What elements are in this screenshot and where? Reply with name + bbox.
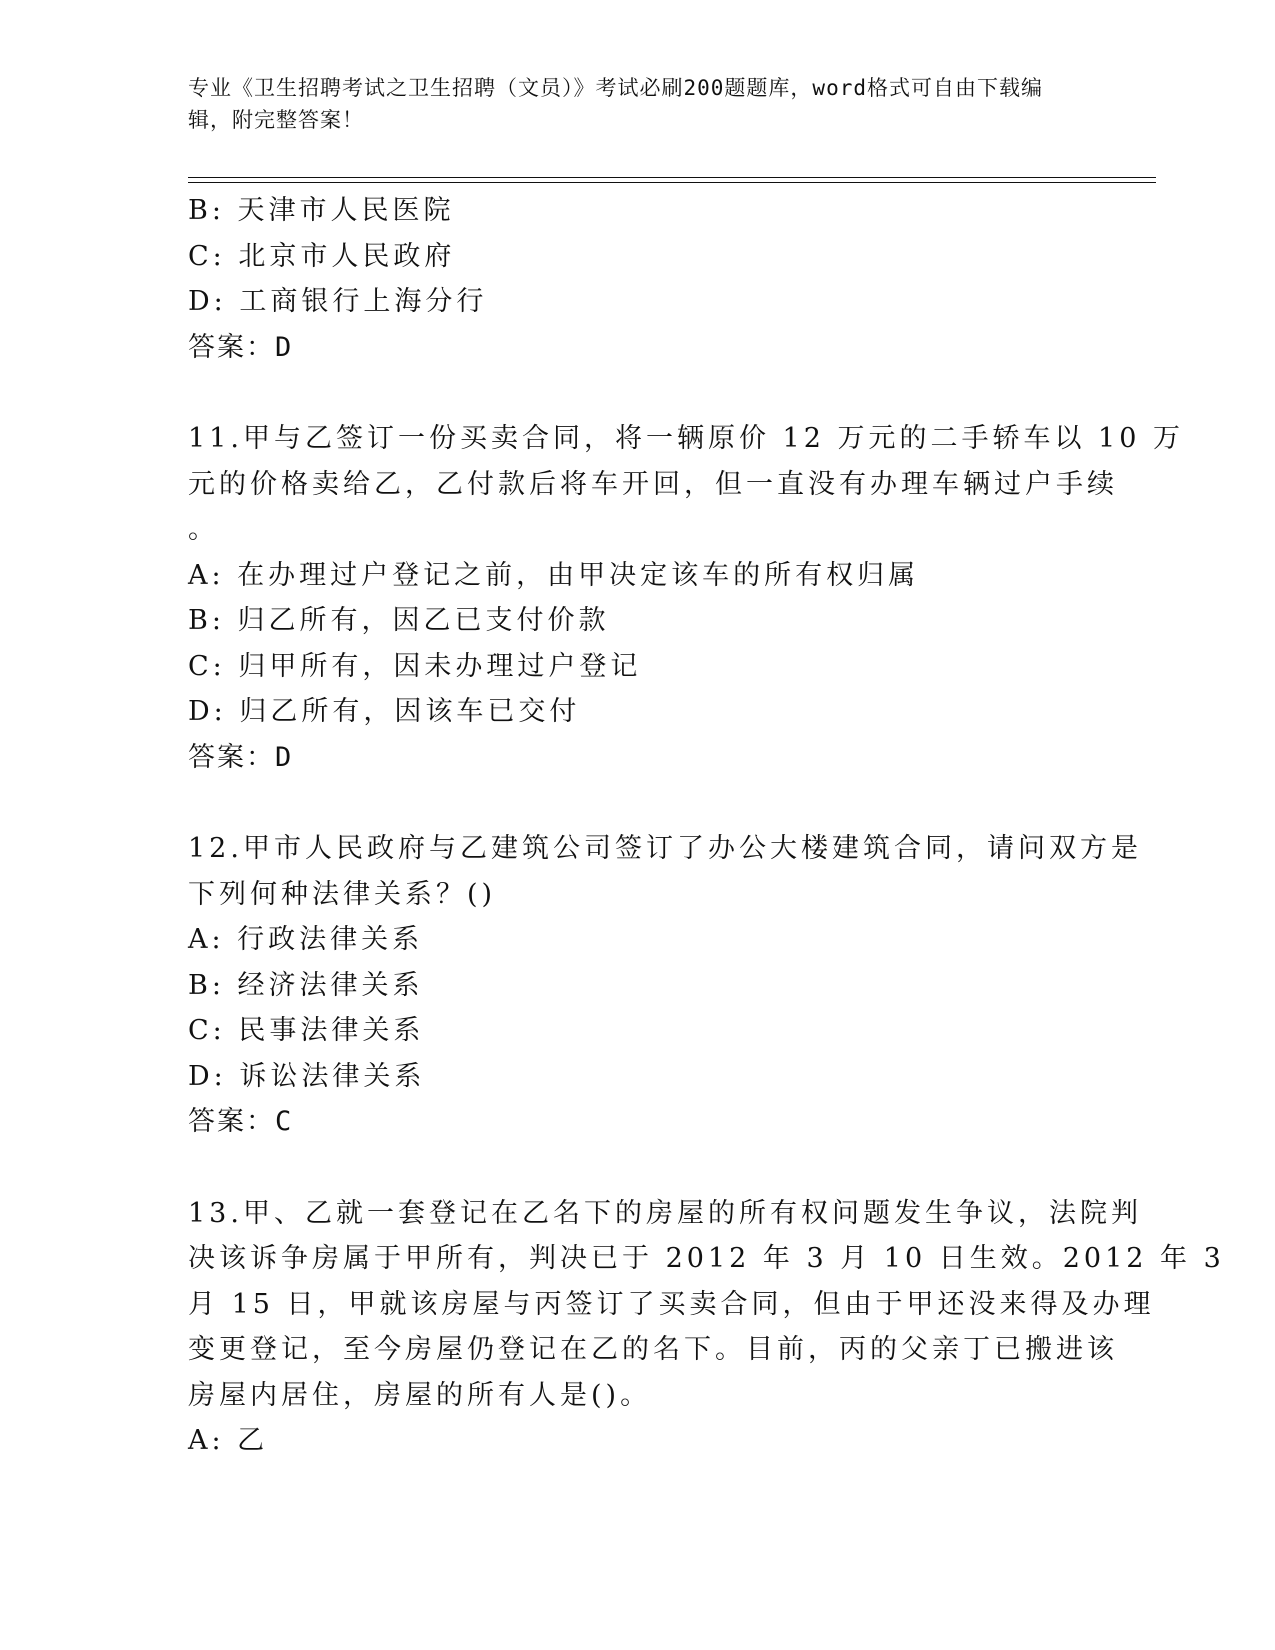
option-a: A: 在办理过户登记之前，由甲决定该车的所有权归属: [188, 559, 920, 591]
option-b: B: 归乙所有，因乙已支付价款: [188, 605, 610, 636]
option-c: C: 归甲所有，因未办理过户登记: [188, 650, 642, 682]
spacer: [188, 370, 1088, 416]
option-b: B: 天津市人民医院: [188, 195, 455, 226]
question-stem-line: 11.甲与乙签订一份买卖合同，将一辆原价 12 万元的二手轿车以 10 万: [188, 423, 1184, 454]
option-a: A: 行政法律关系: [188, 924, 424, 955]
question-stem-line: 变更登记，至今房屋仍登记在乙的名下。目前，丙的父亲丁已搬进该: [188, 1334, 1118, 1365]
question-13: [188, 1191, 1225, 1464]
option-d: D: 诉讼法律关系: [188, 1060, 426, 1092]
question-stem-line: 13.甲、乙就一套登记在乙名下的房屋的所有权问题发生争议，法院判: [188, 1197, 1142, 1229]
question-stem-line: 12.甲市人民政府与乙建筑公司签订了办公大楼建筑合同，请问双方是: [188, 833, 1142, 864]
question-stem-line: 决该诉争房属于甲所有，判决已于 2012 年 3 月 10 日生效。2012 年 3: [188, 1243, 1225, 1274]
option-b: B: 经济法律关系: [188, 969, 424, 1001]
question-stem-line: 。: [188, 514, 219, 545]
header-divider-top: [188, 177, 1156, 178]
spacer: [188, 1145, 1088, 1191]
question-stem-line: 房屋内居住，房屋的所有人是()。: [188, 1379, 652, 1411]
answer-line: 答案：D: [188, 331, 294, 363]
question-stem-line: 下列何种法律关系？(): [188, 878, 497, 910]
question-12: [188, 826, 1142, 1145]
question-11: [188, 416, 1184, 780]
option-c: C: 北京市人民政府: [188, 240, 456, 272]
answer-line: 答案：D: [188, 741, 294, 773]
option-d: D: 工商银行上海分行: [188, 286, 488, 317]
document-header: 专业《卫生招聘考试之卫生招聘（文员）》考试必刷200题题库，word格式可自由下载编辑，附完整答案！: [188, 76, 1043, 132]
option-a: A: 乙: [188, 1425, 269, 1456]
option-d: D: 归乙所有，因该车已交付: [188, 696, 581, 727]
question-stem-line: 月 15 日，甲就该房屋与丙签订了买卖合同，但由于甲还没来得及办理: [188, 1288, 1155, 1320]
header-divider-bottom: [188, 182, 1156, 183]
option-c: C: 民事法律关系: [188, 1015, 425, 1046]
question-stem-line: 元的价格卖给乙，乙付款后将车开回，但一直没有办理车辆过户手续: [188, 468, 1118, 500]
question-10-tail: [188, 188, 1088, 370]
document-body: [188, 188, 1225, 1464]
answer-line: 答案：C: [188, 1106, 294, 1137]
spacer: [188, 780, 1088, 826]
